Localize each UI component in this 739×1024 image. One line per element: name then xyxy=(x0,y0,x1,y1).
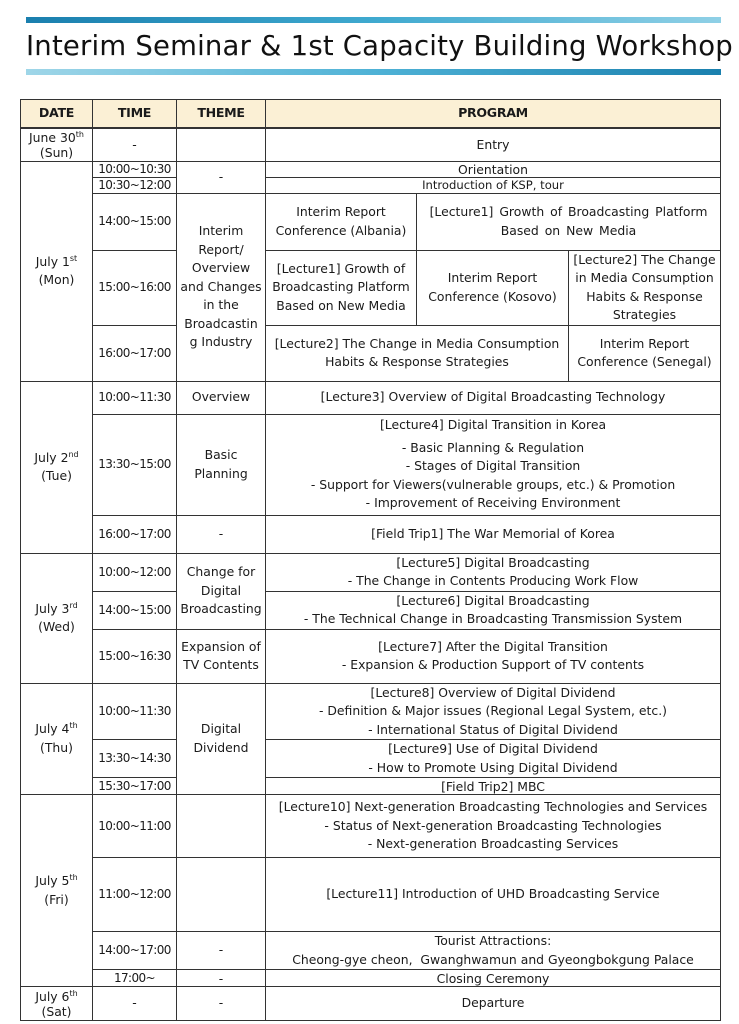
program-item: - The Technical Change in Broadcasting Transmission System xyxy=(303,611,683,626)
time-cell: 10:00~11:00 xyxy=(93,795,177,858)
theme-cell: - xyxy=(177,515,266,553)
program-cell: Departure xyxy=(266,987,721,1021)
time-cell: 15:00~16:00 xyxy=(93,250,177,325)
table-row xyxy=(21,683,721,740)
theme-cell: Digital Dividend xyxy=(177,683,266,795)
program-cell-conference-kosovo: Interim Report Conference (Kosovo) xyxy=(417,250,569,325)
theme-cell: Basic Planning xyxy=(177,414,266,515)
program-item: - Support for Viewers(vulnerable groups, etc.) & Promotion xyxy=(310,476,676,492)
program-cell: Entry xyxy=(266,128,721,161)
date-suffix: rd xyxy=(69,600,78,610)
program-cell: [Field Trip2] MBC xyxy=(266,778,721,795)
program-item: - Basic Planning & Regulation xyxy=(401,439,585,455)
program-cell-lecture1: [Lecture1] Growth of Broadcasting Platform Based on New Media xyxy=(266,250,417,325)
date-suffix: th xyxy=(69,988,78,998)
program-title: [Lecture10] Next-generation Broadcasting Technologies and Services xyxy=(278,799,708,815)
date-suffix: st xyxy=(69,253,78,263)
table-row xyxy=(21,987,721,1021)
date-cell xyxy=(21,987,93,1021)
date-cell xyxy=(21,128,93,161)
date-weekday: (Sun) xyxy=(39,144,74,160)
time-cell: 10:00~10:30 xyxy=(93,161,177,177)
table-row xyxy=(21,629,721,683)
theme-cell xyxy=(177,858,266,932)
table-row xyxy=(21,553,721,591)
program-item: - Expansion & Production Support of TV contents xyxy=(341,657,645,672)
program-title: [Lecture8] Overview of Digital Dividend xyxy=(370,684,616,700)
program-item: - Status of Next-generation Broadcasting Technologies xyxy=(324,817,662,833)
program-item: - Stages of Digital Transition xyxy=(405,458,581,474)
date-weekday: (Tue) xyxy=(41,468,72,483)
date-weekday: (Sat) xyxy=(41,1003,72,1019)
program-item: - The Change in Contents Producing Work Flow xyxy=(347,573,639,588)
time-cell: 15:30~17:00 xyxy=(93,778,177,795)
program-title: [Lecture4] Digital Transition in Korea xyxy=(379,417,607,433)
time-cell: 14:00~17:00 xyxy=(93,932,177,970)
theme-cell: Change for Digital Broadcasting xyxy=(177,553,266,629)
program-cell: Closing Ceremony xyxy=(266,970,721,987)
time-cell: 16:00~17:00 xyxy=(93,515,177,553)
table-row xyxy=(21,177,721,193)
program-cell-lecture1: [Lecture1] Growth of Broadcasting Platform Based on New Media xyxy=(417,193,721,250)
table-row xyxy=(21,970,721,987)
header-program: PROGRAM xyxy=(266,100,721,129)
program-cell: [Lecture11] Introduction of UHD Broadcasting Service xyxy=(266,858,721,932)
date-cell xyxy=(21,795,93,987)
table-row xyxy=(21,414,721,515)
date-weekday: (Mon) xyxy=(38,272,75,287)
table-row xyxy=(21,250,721,325)
program-cell xyxy=(266,629,721,683)
program-item: - International Status of Digital Dividend xyxy=(368,721,618,737)
program-title: [Lecture7] After the Digital Transition xyxy=(378,638,608,654)
date-day: July 5 xyxy=(35,873,70,888)
program-item: - How to Promote Using Digital Dividend xyxy=(368,759,618,775)
title-bottom-bar xyxy=(26,69,721,75)
time-cell: 10:00~11:30 xyxy=(93,381,177,414)
program-item: - Improvement of Receiving Environment xyxy=(365,495,621,511)
program-title: [Lecture9] Use of Digital Dividend xyxy=(388,741,598,756)
program-cell: Introduction of KSP, tour xyxy=(266,177,721,193)
table-row xyxy=(21,740,721,778)
program-cell: [Lecture3] Overview of Digital Broadcasting Technology xyxy=(266,381,721,414)
program-cell xyxy=(266,683,721,740)
header-theme: THEME xyxy=(177,100,266,129)
program-item: - Definition & Major issues (Regional Legal System, etc.) xyxy=(318,703,668,718)
date-day: July 6 xyxy=(35,988,70,1004)
date-cell xyxy=(21,161,93,381)
date-weekday: (Fri) xyxy=(44,891,69,907)
theme-cell: Overview xyxy=(177,381,266,414)
time-cell: - xyxy=(93,987,177,1021)
program-cell-lecture2: [Lecture2] The Change in Media Consumption Habits & Response Strategies xyxy=(266,325,569,381)
date-cell xyxy=(21,381,93,553)
theme-cell: Expansion of TV Contents xyxy=(177,629,266,683)
table-header-row xyxy=(21,100,721,129)
theme-cell: Interim Report/ Overview and Changes in the Broadcastin g Industry xyxy=(177,193,266,381)
time-cell: 13:30~14:30 xyxy=(93,740,177,778)
program-title: [Lecture5] Digital Broadcasting xyxy=(396,554,590,570)
date-day: July 4 xyxy=(35,721,70,737)
time-cell: 14:00~15:00 xyxy=(93,193,177,250)
program-cell: Orientation xyxy=(266,161,721,177)
schedule-table xyxy=(20,99,721,1021)
table-row xyxy=(21,325,721,381)
table-row xyxy=(21,381,721,414)
date-weekday: (Wed) xyxy=(38,619,75,634)
time-cell: 10:30~12:00 xyxy=(93,177,177,193)
header-date: DATE xyxy=(21,100,93,129)
program-cell-lecture2: [Lecture2] The Change in Media Consumption Habits & Response Strategies xyxy=(569,250,721,325)
program-cell xyxy=(266,591,721,629)
program-title: [Lecture6] Digital Broadcasting xyxy=(396,592,590,608)
date-suffix: th xyxy=(69,721,78,731)
date-cell xyxy=(21,683,93,795)
table-row xyxy=(21,858,721,932)
program-cell xyxy=(266,795,721,858)
table-row xyxy=(21,795,721,858)
table-row xyxy=(21,932,721,970)
program-cell xyxy=(266,414,721,515)
title-top-bar xyxy=(26,17,721,23)
theme-cell: - xyxy=(177,987,266,1021)
table-row xyxy=(21,161,721,177)
program-item: - Next-generation Broadcasting Services xyxy=(367,836,619,852)
theme-cell xyxy=(177,795,266,858)
time-cell: 10:00~11:30 xyxy=(93,683,177,740)
program-cell xyxy=(266,740,721,778)
date-day: July 3 xyxy=(35,600,70,616)
date-weekday: (Thu) xyxy=(40,739,73,755)
time-cell: 13:30~15:00 xyxy=(93,414,177,515)
time-cell: 15:00~16:30 xyxy=(93,629,177,683)
program-cell xyxy=(266,932,721,970)
date-day: July 1 xyxy=(35,253,70,269)
theme-cell: - xyxy=(177,161,266,193)
table-row xyxy=(21,193,721,250)
time-cell: 10:00~12:00 xyxy=(93,553,177,591)
time-cell: 11:00~12:00 xyxy=(93,858,177,932)
table-row xyxy=(21,128,721,161)
theme-cell xyxy=(177,128,266,161)
table-row xyxy=(21,778,721,795)
date-day: June 30 xyxy=(29,129,76,145)
program-cell: [Field Trip1] The War Memorial of Korea xyxy=(266,515,721,553)
time-cell: 17:00~ xyxy=(93,970,177,987)
theme-cell: - xyxy=(177,970,266,987)
time-cell: 16:00~17:00 xyxy=(93,325,177,381)
program-cell-conference-albania: Interim Report Conference (Albania) xyxy=(266,193,417,250)
time-cell: - xyxy=(93,128,177,161)
date-suffix: th xyxy=(69,872,78,882)
date-cell xyxy=(21,553,93,683)
date-day: July 2 xyxy=(34,449,69,465)
header-time: TIME xyxy=(93,100,177,129)
table-row xyxy=(21,515,721,553)
table-row xyxy=(21,591,721,629)
program-title: Tourist Attractions: xyxy=(434,933,552,948)
page-title: Interim Seminar & 1st Capacity Building Workshop xyxy=(26,30,733,62)
date-suffix: th xyxy=(75,129,84,139)
date-suffix: nd xyxy=(68,449,79,459)
theme-cell: - xyxy=(177,932,266,970)
program-item: Cheong-gye cheon, Gwanghwamun and Gyeongbokgung Palace xyxy=(292,951,694,967)
program-cell-conference-senegal: Interim Report Conference (Senegal) xyxy=(569,325,721,381)
time-cell: 14:00~15:00 xyxy=(93,591,177,629)
program-cell xyxy=(266,553,721,591)
